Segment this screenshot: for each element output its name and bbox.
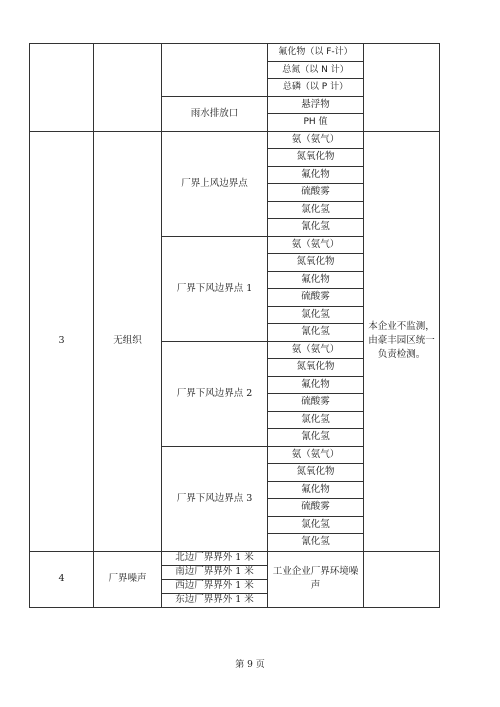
- monitoring-item: 氮氧化物: [268, 149, 364, 167]
- monitoring-item: 氟化物: [268, 271, 364, 289]
- noise-point: 东边厂界界外 1 米: [162, 593, 268, 607]
- monitoring-item: 氮氧化物: [268, 464, 364, 482]
- monitoring-item: 氮氧化物: [268, 254, 364, 272]
- noise-point: 北边厂界界外 1 米: [162, 551, 268, 565]
- rainwater-outlet-point: 雨水排放口: [162, 96, 268, 131]
- monitoring-item: 硫酸雾: [268, 289, 364, 307]
- seq-cell-continued: [30, 44, 94, 132]
- category-label: 厂界噪声: [94, 551, 162, 607]
- monitoring-item: 氨（氨气）: [268, 341, 364, 359]
- monitoring-item: 硫酸雾: [268, 499, 364, 517]
- category-label: 无组织: [94, 131, 162, 551]
- monitoring-item: 氮氧化物: [268, 359, 364, 377]
- note-cell: 本企业不监测，由豪丰园区统一负责检测。: [364, 131, 440, 551]
- monitoring-item: 氟化物: [268, 481, 364, 499]
- monitoring-item: 氯化氢: [268, 201, 364, 219]
- monitoring-item: 氯化氢: [268, 306, 364, 324]
- note-cell-continued: [364, 44, 440, 132]
- monitoring-item: 氯化氢: [268, 516, 364, 534]
- monitoring-item: 氨（氨气）: [268, 446, 364, 464]
- monitoring-item: 氰化氢: [268, 219, 364, 237]
- noise-point: 西边厂界界外 1 米: [162, 579, 268, 593]
- rainwater-item: 悬浮物: [268, 96, 364, 114]
- monitoring-item: 硫酸雾: [268, 394, 364, 412]
- monitoring-item: 氟化物: [268, 376, 364, 394]
- noise-item: 工业企业厂界环境噪声: [268, 551, 364, 607]
- seq-number: 3: [30, 131, 94, 551]
- point-cell-continued: [162, 44, 268, 97]
- note-cell-empty: [364, 551, 440, 607]
- seq-number: 4: [30, 551, 94, 607]
- pollutant-item: 总氮（以 N 计）: [268, 61, 364, 79]
- monitoring-item: 氯化氢: [268, 411, 364, 429]
- page-number: 第 9 页: [235, 660, 265, 670]
- monitoring-table: [29, 43, 440, 608]
- monitoring-item: 氰化氢: [268, 429, 364, 447]
- noise-point: 南边厂界界外 1 米: [162, 565, 268, 579]
- monitoring-item: 氰化氢: [268, 534, 364, 552]
- monitoring-item: 氨（氨气）: [268, 131, 364, 149]
- monitoring-item: 氨（氨气）: [268, 236, 364, 254]
- monitoring-item: 硫酸雾: [268, 184, 364, 202]
- pollutant-item: 氟化物（以 F-计）: [268, 44, 364, 62]
- monitoring-point: 厂界下风边界点 3: [162, 446, 268, 551]
- pollutant-item: 总磷（以 P 计）: [268, 79, 364, 97]
- rainwater-item: PH 值: [268, 114, 364, 132]
- monitoring-item: 氰化氢: [268, 324, 364, 342]
- monitoring-item: 氟化物: [268, 166, 364, 184]
- monitoring-point: 厂界下风边界点 1: [162, 236, 268, 341]
- monitoring-point: 厂界下风边界点 2: [162, 341, 268, 446]
- monitoring-point: 厂界上风边界点: [162, 131, 268, 236]
- category-cell-continued: [94, 44, 162, 132]
